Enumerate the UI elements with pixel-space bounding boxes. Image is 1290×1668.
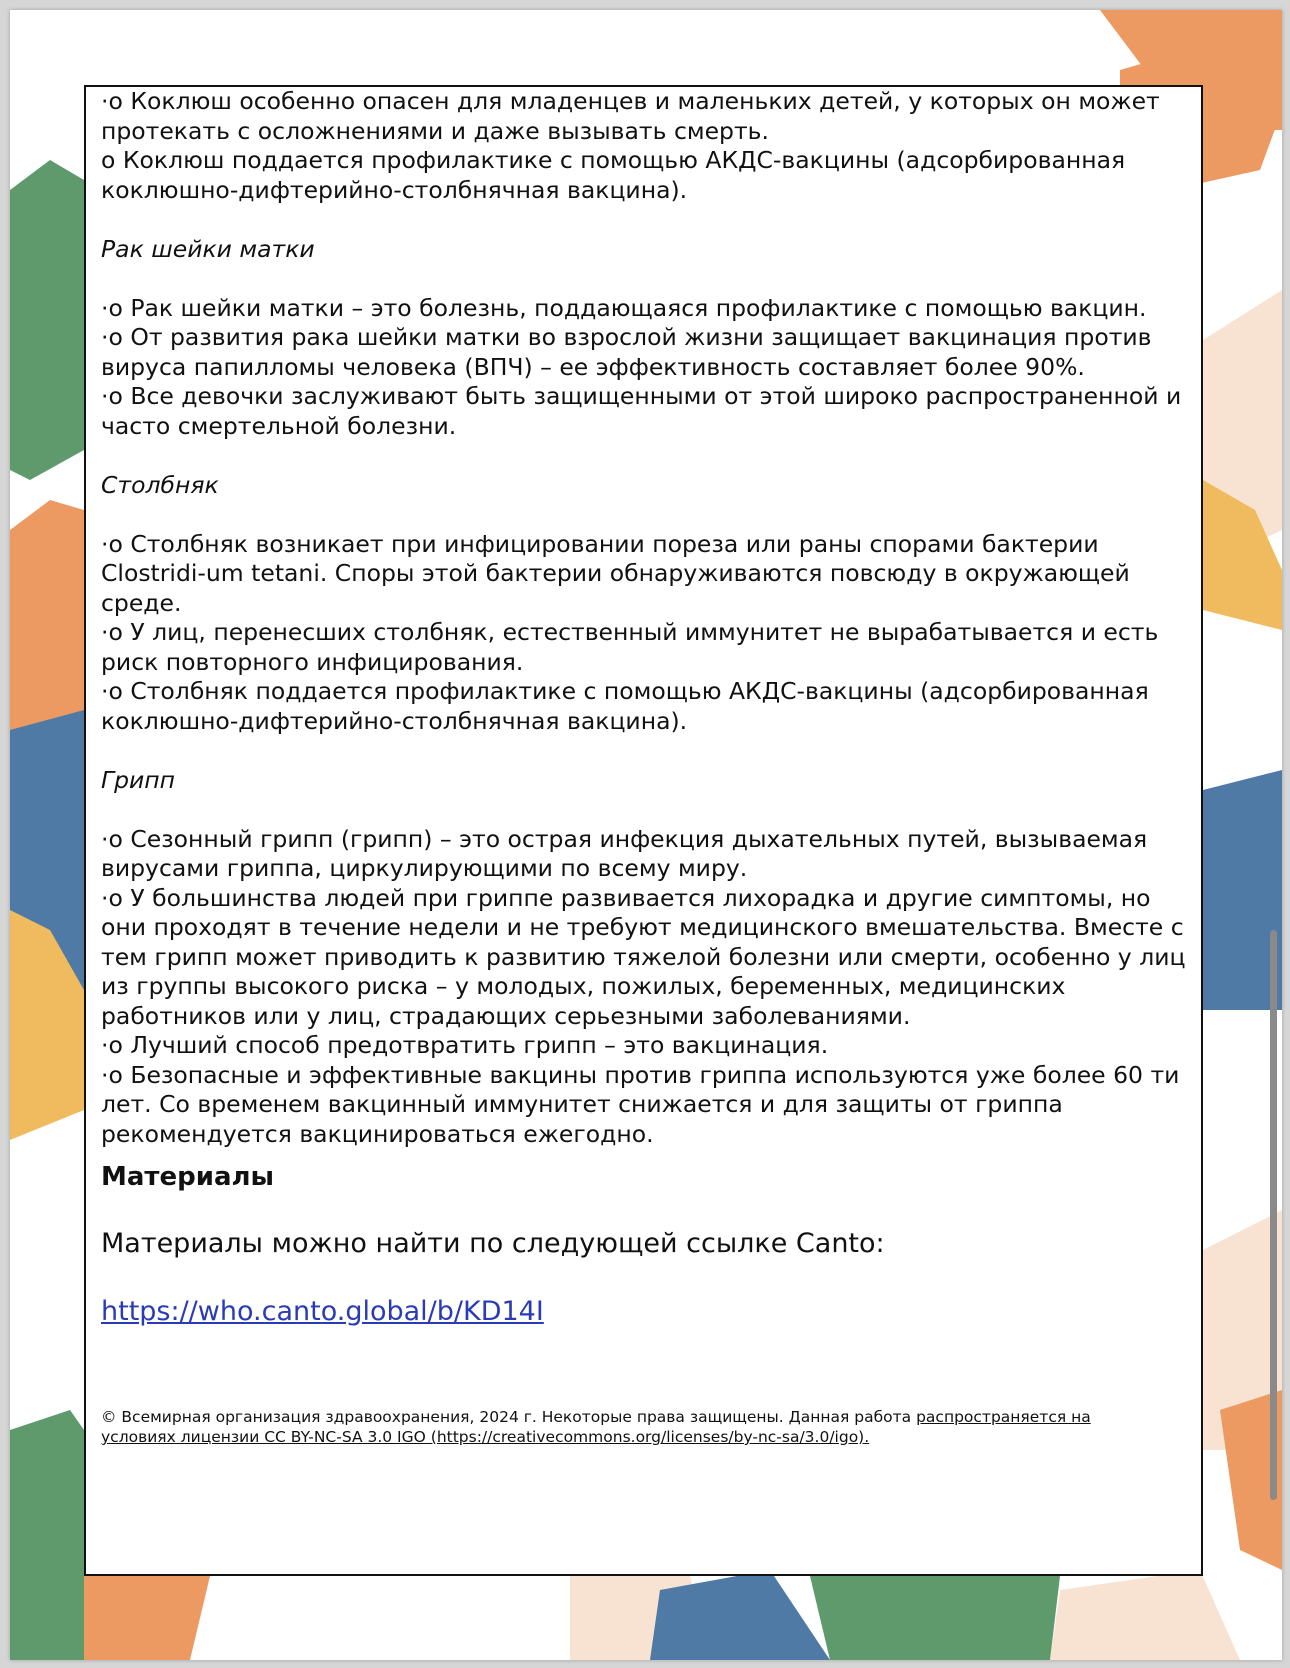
paragraph: ·o Рак шейки матки – это болезнь, поддающаяся профилактике с помощью вакцин. [101,293,1147,322]
bg-shape [84,1576,210,1660]
paragraph: ·o У лиц, перенесших столбняк, естественный иммунитет не вырабатывается и есть риск повторного инфицирования. [101,618,1159,676]
materials-link[interactable]: https://who.canto.global/b/KD14I [101,1296,544,1327]
document-page [10,10,1282,1660]
paragraph: ·o Столбняк возникает при инфицировании пореза или раны спорами бактерии Clostridi-um tetani. Споры этой бактерии обнаруживаются повсюду в окружающей среде. [101,529,1130,617]
bg-shape [810,1576,1060,1660]
footer-text: © Всемирная организация здравоохранения, 2024 г. Некоторые права защищены. Данная работа [101,1408,917,1426]
copyright-footer [101,1407,1141,1447]
section-heading: Рак шейки матки [101,235,315,263]
license-link[interactable]: распространяется на условиях лицензии CC BY-NC-SA 3.0 IGO (https://creativecommons.org/licenses/by-nc-sa/3.0/igo). [101,1408,1091,1446]
materials-text: Материалы можно найти по следующей ссылке Canto: [101,1228,885,1259]
section-heading: Столбняк [101,471,219,499]
paragraph: ·o Безопасные и эффективные вакцины против гриппа используются уже более 60 ти лет. Со временем вакцинный иммунитет снижается и для защиты от гриппа рекомендуется вакцинироваться ежегодно. [101,1060,1180,1148]
paragraph: ·o У большинства людей при гриппе развивается лихорадка и другие симптомы, но они проходят в течение недели и не требуют медицинского вмешательства. Вместе с тем грипп может приводить к развитию тяжелой болезни или смерти, особенно у лиц из группы высокого риска – у молодых, пожилых, беременных, медицинских работников или у лиц, страдающих серьезными заболеваниями. [101,883,1186,1030]
vertical-scrollbar[interactable] [1270,930,1277,1500]
paragraph: o Коклюш поддается профилактике с помощью АКДС-вакцины (адсорбированная коклюшно-дифтерийно-столбнячная вакцина). [101,146,1126,204]
paragraph: ·o Столбняк поддается профилактике с помощью АКДС-вакцины (адсорбированная коклюшно-дифтерийно-столбнячная вакцина). [101,677,1149,735]
paragraph: ·o Лучший способ предотвратить грипп – это вакцинация. [101,1031,829,1059]
content-frame [84,85,1203,1576]
bg-shape [10,160,84,480]
bg-shape [1050,1570,1240,1660]
paragraph: ·o Коклюш особенно опасен для младенцев и маленьких детей, у которых он может протекать с осложнениями и даже вызывать смерть. [101,87,1160,145]
bg-shape [10,500,84,750]
paragraph: ·o Сезонный грипп (грипп) – это острая инфекция дыхательных путей, вызываемая вирусами гриппа, циркулирующими по всему миру. [101,824,1148,882]
bg-shape [10,1410,84,1660]
paragraph: ·o От развития рака шейки матки во взрослой жизни защищает вакцинация против вируса папилломы человека (ВПЧ) – ее эффективность составляет более 90%. [101,323,1152,381]
section-heading: Грипп [101,766,176,794]
paragraph: ·o Все девочки заслуживают быть защищенными от этой широко распространенной и часто смертельной болезни. [101,382,1182,440]
document-body [101,87,1191,1446]
materials-title: Материалы [101,1162,275,1192]
